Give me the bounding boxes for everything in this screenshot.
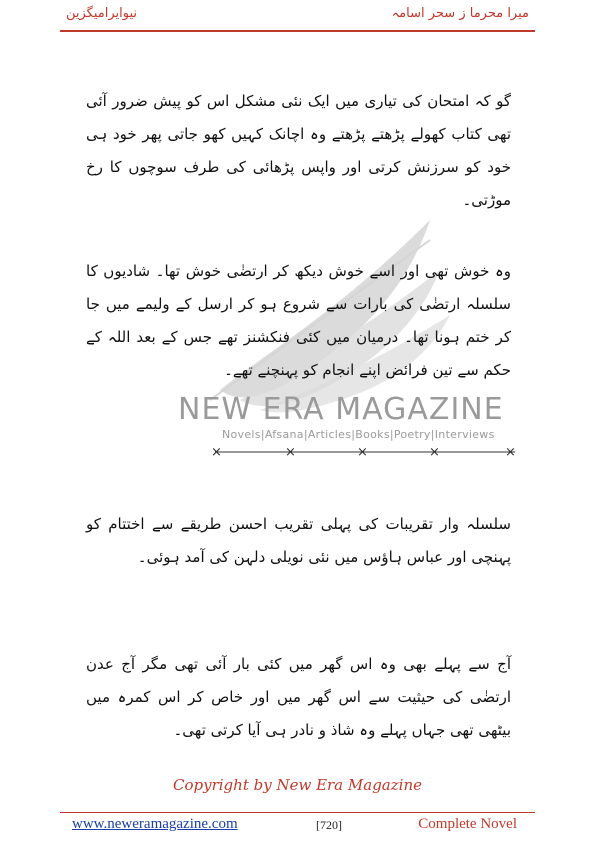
magazine-name-header: نیوایرامیگزین	[66, 6, 138, 21]
separator-mark: ×	[505, 445, 516, 458]
separator-mark: ×	[357, 445, 368, 458]
separator-mark: ×	[429, 445, 440, 458]
paragraph-4: آج سے پہلے بھی وہ اس گھر میں کئی بار آئی تھی مگر آج عدن ارتضٰی کی حیثیت سے اس گھر میں اور خاص کر اس کمرہ میں بیٹھی تھی جہاں پہلے وہ شاذ و نادر ہی آیا کرتی تھی۔	[86, 655, 511, 739]
novel-title-header: میرا محرما ز سحر اسامہ	[391, 6, 529, 21]
footer-rule	[60, 812, 535, 813]
paragraph-1: گو کہ امتحان کی تیاری میں ایک نئی مشکل اس کو پیش ضرور آئی تھی کتاب کھولے پڑھتے پڑھتے وہ اچانک کہیں کھو جاتی پھر خود ہی خود کو سرزنش کرتی اور واپس پڑھائی کی طرف سوچوں کا رخ موڑتی۔	[86, 92, 511, 209]
separator-mark: ×	[211, 445, 222, 458]
footer-label: Complete Novel	[418, 816, 517, 832]
copyright-notice: Copyright by New Era Magazine	[173, 776, 422, 794]
page-number: [720]	[316, 818, 342, 832]
paragraph-3: سلسلہ وار تقریبات کی پہلی تقریب احسن طریقے سے اختتام کو پہنچی اور عباس ہاؤس میں نئی نویلی دلہن کی آمد ہوئی۔	[86, 515, 511, 566]
watermark-subtitle: Novels|Afsana|Articles|Books|Poetry|Interviews	[222, 428, 495, 441]
header-rule	[60, 30, 535, 32]
paragraph-2: وہ خوش تھی اور اسے خوش دیکھ کر ارتضٰی خوش تھا۔ شادیوں کا سلسلہ ارتضٰی کی بارات سے شروع ہو کر ارسل کے ولیمے میں جا کر ختم ہونا تھا۔ درمیان میں کئی فنکشنز تھے جس کے بعد اللہ کے حکم سے تین فرائض اپنے انجام کو پہنچنے تھے۔	[86, 262, 511, 379]
section-separator	[205, 440, 525, 458]
separator-mark: ×	[285, 445, 296, 458]
website-link[interactable]: www.neweramagazine.com	[72, 816, 238, 832]
watermark-title: NEW ERA MAGAZINE	[178, 392, 504, 427]
